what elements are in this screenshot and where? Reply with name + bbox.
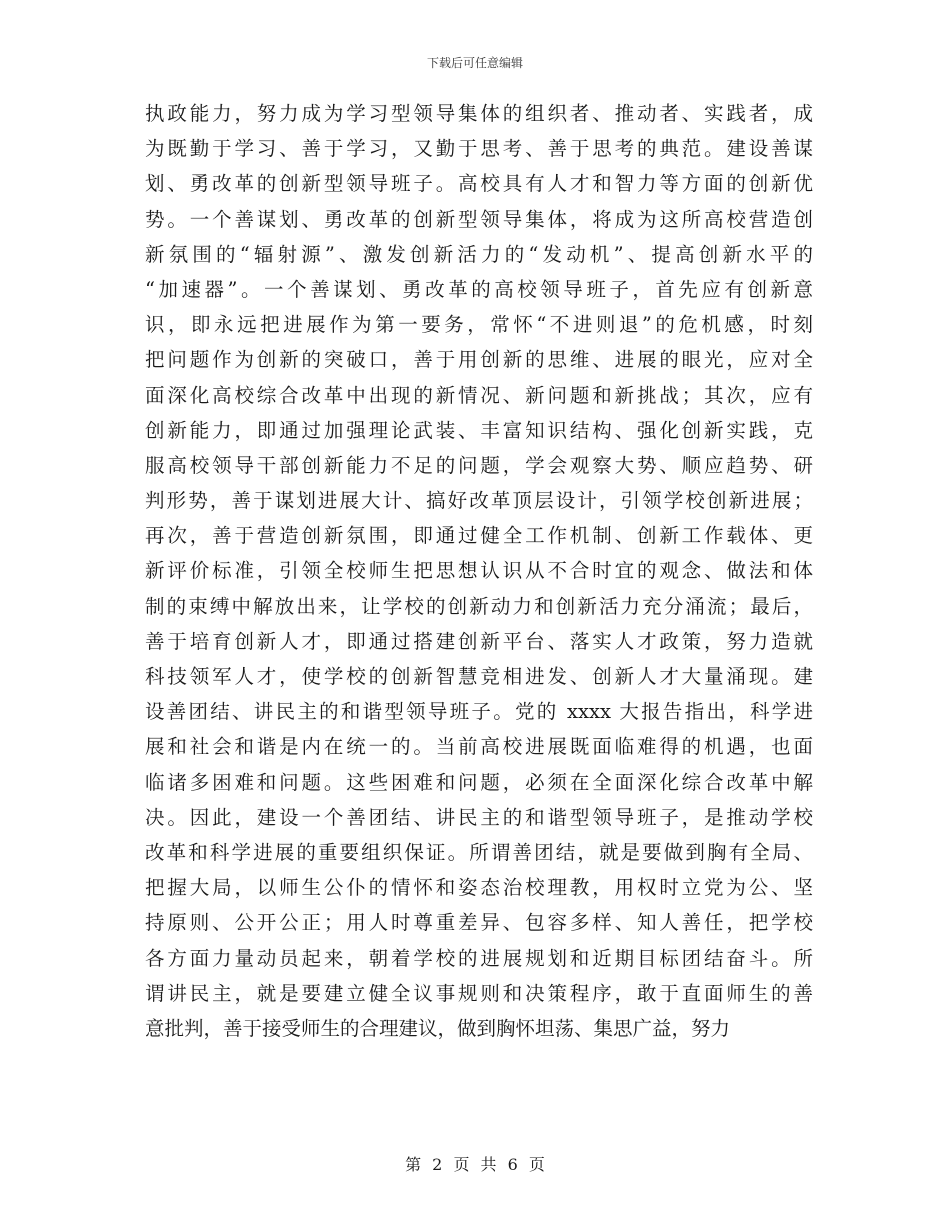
text-line: 意批判，善于接受师生的合理建议，做到胸怀坦荡、集思广益，努力 xyxy=(145,1016,731,1040)
text-line: 临诸多困难和问题。这些困难和问题，必须在全面深化综合改革中解 xyxy=(145,770,813,794)
text-line: 新评价标准，引领全校师生把思想认识从不合时宜的观念、做法和体 xyxy=(145,559,813,583)
text-line: 势。一个善谋划、勇改革的创新型领导集体，将成为这所高校营造创 xyxy=(145,207,813,231)
text-line: 把问题作为创新的突破口，善于用创新的思维、进展的眼光，应对全 xyxy=(145,348,813,372)
text-line: 改革和科学进展的重要组织保证。所谓善团结，就是要做到胸有全局、 xyxy=(145,840,813,864)
text-line: 科技领军人才，使学校的创新智慧竞相进发、创新人才大量涌现。建 xyxy=(145,665,813,688)
text-line: 把握大局，以师生公仆的情怀和姿态治校理教，用权时立党为公、坚 xyxy=(145,876,813,900)
text-line: “加速器”。一个善谋划、勇改革的高校领导班子，首先应有创新意 xyxy=(145,277,813,301)
text-line: 善于培育创新人才，即通过搭建创新平台、落实人才政策，努力造就 xyxy=(145,629,813,653)
page-header: 下载后可任意编辑 xyxy=(426,56,523,70)
text-line: 展和社会和谐是内在统一的。当前高校进展既面临难得的机遇，也面 xyxy=(145,735,813,759)
text-line: 执政能力，努力成为学习型领导集体的组织者、推动者、实践者，成 xyxy=(145,102,813,125)
text-line: 决。因此，建设一个善团结、讲民主的和谐型领导班子，是推动学校 xyxy=(145,805,813,829)
text-line: 设善团结、讲民主的和谐型领导班子。党的 xxxx 大报告指出，科学进 xyxy=(145,700,813,724)
text-line: 各方面力量动员起来，朝着学校的进展规划和近期目标团结奋斗。所 xyxy=(145,946,813,970)
text-line: 服高校领导干部创新能力不足的问题，学会观察大势、顺应趋势、研 xyxy=(145,453,813,477)
text-line: 创新能力，即通过加强理论武装、丰富知识结构、强化创新实践，克 xyxy=(145,418,813,442)
body-paragraph xyxy=(145,96,813,1046)
page-number: 第 2 页 共 6 页 xyxy=(405,1155,545,1174)
text-line: 制的束缚中解放出来，让学校的创新动力和创新活力充分涌流；最后， xyxy=(145,594,813,618)
text-line: 新氛围的“辐射源”、激发创新活力的“发动机”、提高创新水平的 xyxy=(145,242,813,266)
text-line: 再次，善于营造创新氛围，即通过健全工作机制、创新工作载体、更 xyxy=(145,524,813,548)
text-line: 划、勇改革的创新型领导班子。高校具有人才和智力等方面的创新优 xyxy=(145,172,813,196)
text-line: 持原则、公开公正；用人时尊重差异、包容多样、知人善任，把学校 xyxy=(145,911,813,935)
text-line: 识，即永远把进展作为第一要务，常怀“不进则退”的危机感，时刻 xyxy=(145,313,813,337)
text-line: 判形势，善于谋划进展大计、搞好改革顶层设计，引领学校创新进展； xyxy=(145,489,813,513)
text-line: 谓讲民主，就是要建立健全议事规则和决策程序，敢于直面师生的善 xyxy=(145,981,813,1005)
text-line: 面深化高校综合改革中出现的新情况、新问题和新挑战；其次，应有 xyxy=(145,383,813,407)
text-line: 为既勤于学习、善于学习，又勤于思考、善于思考的典范。建设善谋 xyxy=(145,137,813,161)
